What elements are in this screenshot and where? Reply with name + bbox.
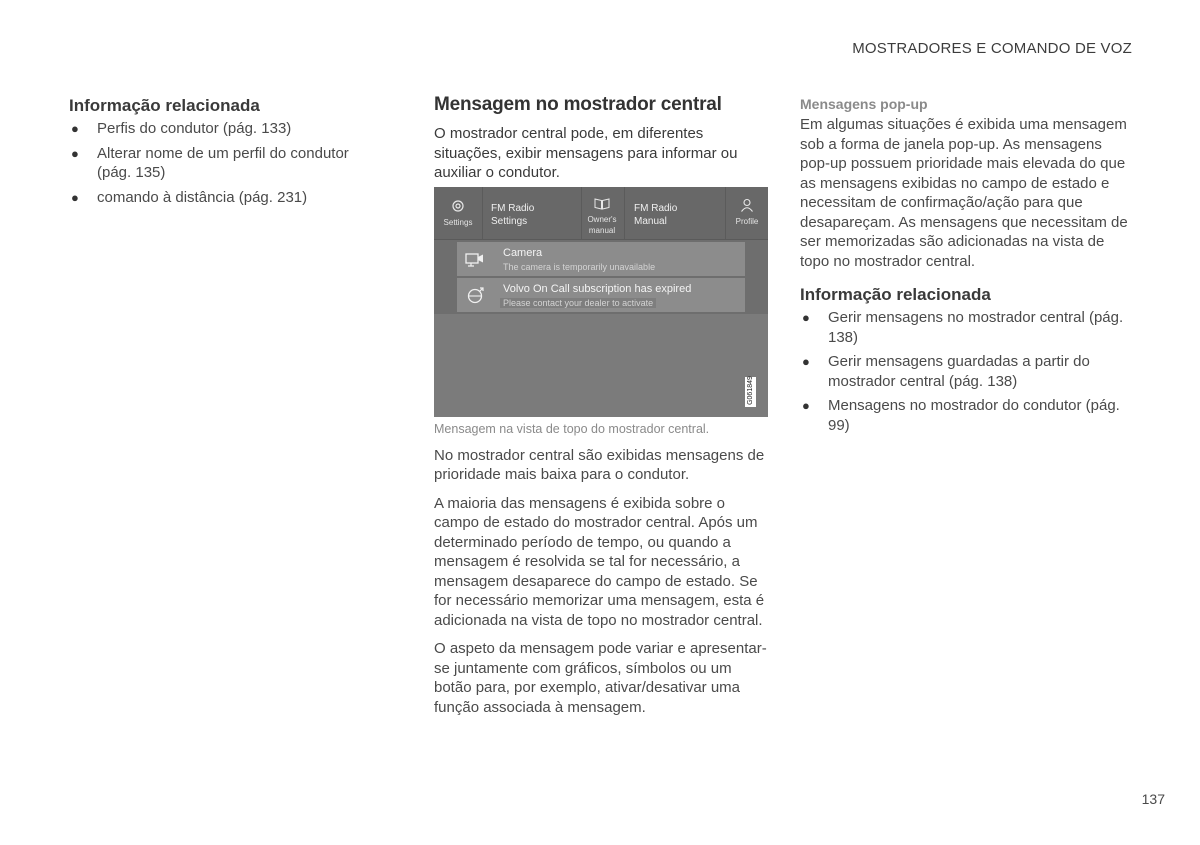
bullet-icon: ● bbox=[71, 145, 79, 161]
settings-tile bbox=[434, 187, 482, 239]
page-header-title: MOSTRADORES E COMANDO DE VOZ bbox=[852, 40, 1132, 57]
popup-paragraph: Em algumas situações é exibida uma mensagem sob a forma de janela pop-up. As mensagens pop-up possuem prioridade mais elevada do que as mensagens exibidas no campo de estado e necessitam de confirmação/ação para que desapareçam. As mensagens que necessitam de ser memorizadas são adicionadas na vista de topo no mostrador central. bbox=[800, 116, 1128, 270]
list-item[interactable]: ● Mensagens no mostrador do condutor (pág. 99) bbox=[802, 397, 1120, 434]
fm-radio-settings-label: FM Radio Settings bbox=[491, 202, 535, 227]
message-title: Camera bbox=[503, 246, 543, 259]
messages-panel bbox=[434, 240, 768, 314]
body-paragraph: A maioria das mensagens é exibida sobre o campo de estado do mostrador central. Após um determinado período de tempo, ou quando a mensagem é resolvida se tal for necessário, a mensagem desaparece do campo de estado. Se for necessário memorizar uma mensagem, esta é adicionada na vista de topo no mostrador central. bbox=[434, 494, 765, 629]
related-info-list bbox=[800, 308, 1134, 435]
camera-icon bbox=[463, 249, 487, 269]
related-info-list bbox=[69, 119, 369, 207]
figure-caption: Mensagem na vista de topo do mostrador central. bbox=[434, 421, 710, 436]
settings-label: Settings bbox=[443, 217, 473, 227]
list-item[interactable]: ● Gerir mensagens guardadas a partir do mostrador central (pág. 138) bbox=[802, 353, 1090, 390]
bullet-icon: ● bbox=[71, 121, 79, 136]
intro-paragraph: O mostrador central pode, em diferentes situações, exibir mensagens para informar ou auxiliar o condutor. bbox=[434, 125, 738, 181]
list-item[interactable]: ● comando à distância (pág. 231) bbox=[71, 188, 308, 206]
section-title: Mensagem no mostrador central bbox=[434, 94, 722, 115]
list-item[interactable]: ● Perfis do condutor (pág. 133) bbox=[71, 120, 292, 137]
related-info-heading: Informação relacionada bbox=[69, 96, 260, 115]
bullet-icon: ● bbox=[802, 354, 810, 369]
message-subtitle: The camera is temporarily unavailable bbox=[503, 261, 656, 272]
list-item[interactable]: ● Alterar nome de um perfil do condutor (pág. 135) bbox=[71, 144, 349, 181]
list-item[interactable]: ● Gerir mensagens no mostrador central (pág. 138) bbox=[802, 309, 1124, 346]
left-column bbox=[69, 96, 369, 212]
right-column bbox=[800, 96, 1134, 440]
profile-tile bbox=[726, 187, 768, 239]
message-subtitle: Please contact your dealer to activate bbox=[500, 298, 656, 308]
profile-icon bbox=[740, 198, 754, 212]
message-card-camera bbox=[457, 242, 745, 276]
body-paragraph: O aspeto da mensagem pode variar e apresentar-se juntamente com gráficos, símbolos ou um botão para, por exemplo, ativar/desativar uma função associada à mensagem. bbox=[434, 640, 767, 716]
body-paragraph: No mostrador central são exibidas mensagens de prioridade mais baixa para o condutor. bbox=[434, 446, 765, 483]
image-code-label: G061849 bbox=[745, 377, 756, 407]
middle-column bbox=[434, 94, 768, 726]
message-card-volvo-on-call bbox=[457, 278, 745, 312]
owners-manual-label: Owner's manual bbox=[587, 214, 617, 235]
bullet-icon: ● bbox=[802, 310, 810, 325]
owners-manual-tile bbox=[582, 187, 622, 239]
center-display-screenshot bbox=[434, 187, 768, 417]
book-icon bbox=[594, 197, 610, 210]
display-top-bar bbox=[434, 187, 768, 240]
message-title: Volvo On Call subscription has expired bbox=[503, 282, 692, 295]
fm-radio-manual-label: FM Radio Manual bbox=[634, 202, 678, 227]
volvo-logo-icon bbox=[463, 285, 487, 305]
popup-messages-heading: Mensagens pop-up bbox=[800, 96, 928, 112]
settings-icon bbox=[451, 199, 465, 213]
profile-label: Profile bbox=[735, 216, 759, 226]
related-info-heading: Informação relacionada bbox=[800, 285, 991, 304]
bullet-icon: ● bbox=[802, 398, 810, 413]
page-number: 137 bbox=[1141, 791, 1165, 807]
bullet-icon: ● bbox=[71, 189, 79, 205]
